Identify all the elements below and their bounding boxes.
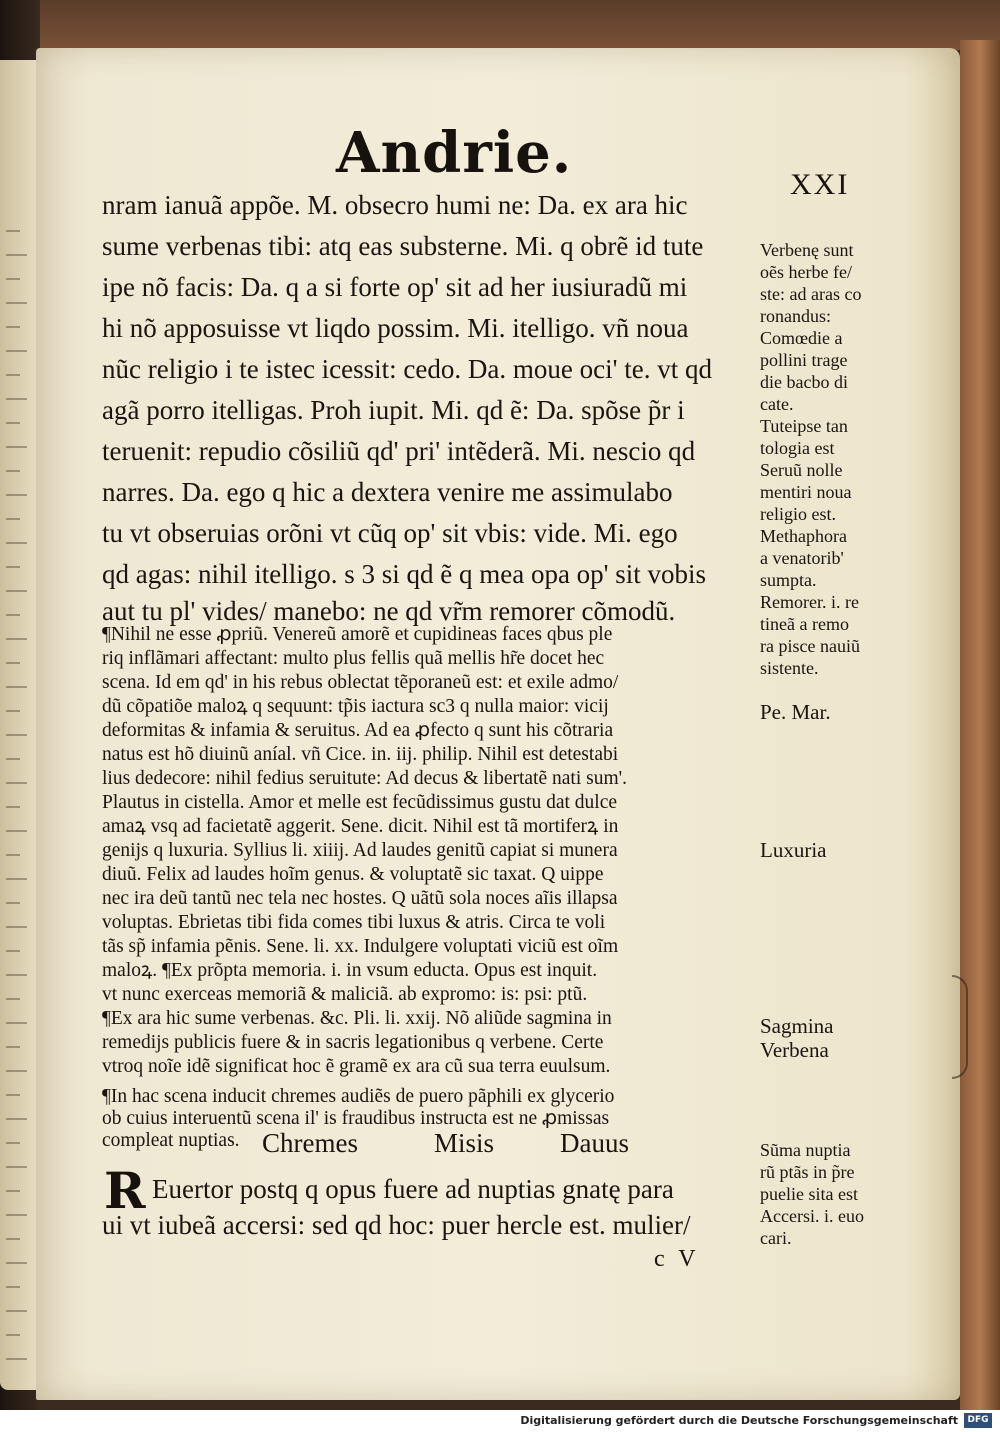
facing-page-text-stroke (6, 604, 20, 616)
decorated-initial: R (104, 1161, 146, 1220)
facing-page-text-stroke (6, 964, 27, 976)
facing-page-text-stroke (6, 1204, 27, 1216)
facing-page-text-stroke (6, 1012, 27, 1024)
scene-note-line: compleat nuptias. (102, 1130, 240, 1151)
commentary-line: ¶Ex ara hic sume verbenas. &c. Pli. li. xxij. Nõ aliũde sagmina in (102, 1008, 612, 1029)
footer-credit: Digitalisierung gefördert durch die Deutsche Forschungsgemeinschaft (520, 1414, 958, 1427)
facing-page-text-stroke (6, 628, 27, 640)
main-text-line: narres. Da. ego q hic a dextera venire me assimulabo (102, 477, 673, 507)
facing-page-text-stroke (6, 940, 20, 952)
facing-page-text-stroke (6, 460, 20, 472)
speaker-misis: Misis (434, 1128, 495, 1158)
facing-page-text-stroke (6, 292, 27, 304)
facing-page-text-stroke (6, 388, 27, 400)
main-text-line: tu vt obseruias orõni vt cũq op' sit vbis: vide. Mi. ego (102, 518, 678, 548)
facing-page-text-stroke (6, 1084, 20, 1096)
margin-note-line: ra pisce nauiũ (760, 636, 860, 656)
facing-page-text-stroke (6, 1036, 20, 1048)
margin-note-line: rũ ptãs in p̃re (760, 1162, 855, 1182)
commentary-line: riq inflãmari affectant: multo plus fellis quã mellis hr̃e docet hec (102, 648, 605, 669)
speaker-dauus: Dauus (560, 1128, 629, 1158)
commentary-line: vt nunc exerceas memoriã & maliciã. ab expromo: is: psi: ptũ. (102, 984, 588, 1005)
facing-page-text-stroke (6, 484, 27, 496)
margin-note-line: ronandus: (760, 306, 831, 326)
main-text-line: ipe nõ facis: Da. q a si forte op' sit ad her iusiuradũ mi (102, 272, 688, 302)
margin-note-line: pollini trage (760, 350, 848, 370)
main-text-line: nram ianuã appõe. M. obsecro humi ne: Da. ex ara hic (102, 190, 688, 220)
margin-note-line: Comœdie a (760, 328, 843, 348)
facing-page-text-stroke (6, 652, 20, 664)
margin-note-line: Sũma nuptia (760, 1140, 851, 1160)
footer-bar (0, 1410, 1000, 1432)
facing-page-text-stroke (6, 796, 20, 808)
facing-page-text-stroke (6, 1276, 20, 1288)
facing-page-text-stroke (6, 1156, 27, 1168)
book-cover-right-edge (960, 40, 1000, 1410)
facing-page-text-stroke (6, 220, 20, 232)
folio-number: XXI (790, 168, 850, 201)
commentary-line: genijs q luxuria. Syllius li. xiiij. Ad laudes genitũ capiat si munera (102, 840, 618, 861)
main-text-line: sume verbenas tibi: atq eas substerne. Mi. q obrẽ id tute (102, 231, 704, 261)
main-text-line: agã porro itelligas. Proh iupit. Mi. qd ẽ: Da. spõse p̃r i (102, 395, 685, 425)
margin-note-line: religio est. (760, 504, 836, 524)
signature-mark: c V (654, 1246, 700, 1272)
main-text-line: ui vt iubeã accersi: sed qd hoc: puer hercle est. mulier/ (102, 1210, 691, 1240)
margin-note-line: sistente. (760, 658, 819, 678)
commentary-line: lius dedecore: nihil fedius seruitute: Ad decus & libertatẽ nati sum'. (102, 768, 628, 789)
facing-page-text-stroke (6, 916, 27, 928)
commentary-line: Plautus in cistella. Amor et melle est fecũdissimus gustu dat dulce (102, 792, 618, 813)
scene-note-line: ¶In hac scena inducit chremes audiẽs de puero pãphili ex glycerio (102, 1086, 615, 1107)
facing-page-text-stroke (6, 340, 27, 352)
facing-page-text-stroke (6, 892, 20, 904)
facing-page-text-stroke (6, 820, 27, 832)
facing-page-text-stroke (6, 724, 27, 736)
commentary-line: natus est hõ diuinũ aníal. vñ Cice. in. iij. philip. Nihil est detestabi (102, 744, 619, 765)
main-text-line: qd agas: nihil itelligo. s 3 si qd ẽ q mea opa op' sit vobis (102, 559, 707, 589)
margin-author-reference: Pe. Mar. (760, 700, 831, 724)
margin-note-line: sumpta. (760, 570, 817, 590)
speaker-chremes: Chremes (262, 1128, 358, 1158)
margin-note-line: tologia est (760, 438, 835, 458)
commentary-line: nec ira deũ tantũ nec tela nec hostes. Q uãtũ sola noces aĩis illapsa (102, 888, 618, 909)
margin-note-line: Methaphora (760, 526, 847, 546)
facing-page-text-stroke (6, 1108, 27, 1120)
margin-note-line: Seruũ nolle (760, 460, 843, 480)
facing-page-text-stroke (6, 868, 27, 880)
commentary-line: remedijs publicis fuere & in sacris legationibus q verbene. Certe (102, 1032, 604, 1053)
facing-page-text-stroke (6, 1252, 27, 1264)
margin-note-line: Verbenę sunt (760, 240, 854, 260)
margin-gloss-verbena: Verbena (760, 1038, 829, 1062)
commentary-line: vtroq noĩe idẽ significat hoc ẽ gramẽ ex ara cũ sua terra euulsum. (102, 1056, 611, 1077)
main-text-line: Euertor postq q opus fuere ad nuptias gnatę para (152, 1174, 674, 1204)
facing-page-text-stroke (6, 748, 20, 760)
facing-page-text-stroke (6, 844, 20, 856)
facing-page-text-stroke (6, 1228, 20, 1240)
facing-page-text-stroke (6, 364, 20, 376)
facing-page-text-stroke (6, 1180, 20, 1192)
margin-note-line: cate. (760, 394, 794, 414)
facing-page-text-stroke (6, 580, 27, 592)
margin-note-line: oẽs herbe fe/ (760, 262, 852, 282)
facing-page-text-stroke (6, 676, 27, 688)
margin-note-line: Remorer. i. re (760, 592, 859, 612)
commentary-line: ¶Nihil ne esse ꝓpriũ. Venereũ amorẽ et cupidineas faces qbus ple (102, 624, 613, 645)
commentary-line: voluptas. Ebrietas tibi fida comes tibi luxus & atris. Circa te voli (102, 912, 606, 933)
dfg-logo: DFG (964, 1413, 992, 1428)
main-text-line: nũc religio i te istec icessit: cedo. Da. moue oci' te. vt qd (102, 354, 712, 384)
facing-page-text-stroke (6, 268, 20, 280)
book-cover-top-edge (30, 0, 1000, 50)
page-damage-mark (952, 975, 968, 1079)
commentary-line: maloꝝ. ¶Ex prõpta memoria. i. in vsum educta. Opus est inquit. (102, 960, 598, 981)
margin-note-line: ste: ad aras co (760, 284, 862, 304)
margin-note-line: Accersi. i. euo (760, 1206, 864, 1226)
margin-note-line: die bacbo di (760, 372, 848, 392)
facing-page-text-stroke (6, 772, 27, 784)
commentary-line: dũ cõpatiõe maloꝝ q sequunt: tp̃is iactura sc3 q nulla maior: vicij (102, 696, 609, 717)
facing-page-text-stroke (6, 316, 20, 328)
facing-page-text-stroke (6, 1060, 27, 1072)
facing-page-text-stroke (6, 1324, 20, 1336)
facing-page-text-stroke (6, 1300, 27, 1312)
scene-note-line: ob cuius interuentũ scena il' is fraudibus instructa est ne ꝓmissas (102, 1108, 610, 1129)
facing-page-text-stroke (6, 532, 27, 544)
main-text-line: teruenit: repudio cõsiliũ qd' pri' intẽderã. Mi. nescio qd (102, 436, 696, 466)
margin-note-line: mentiri noua (760, 482, 852, 502)
margin-note-line: tineã a remo (760, 614, 849, 634)
margin-note-line: puelie sita est (760, 1184, 858, 1204)
facing-page-text-stroke (6, 1132, 20, 1144)
facing-page-text-stroke (6, 556, 20, 568)
facing-page-edge (0, 60, 36, 1390)
commentary-line: tãs sp̃ infamia pẽnis. Sene. li. xx. Indulgere voluptati viciũ est oĩm (102, 936, 619, 957)
commentary-line: diuũ. Felix ad laudes hoĩm genus. & voluptatẽ sic taxat. Q uippe (102, 864, 604, 885)
margin-note-line: Tuteipse tan (760, 416, 848, 436)
margin-note-line: cari. (760, 1228, 792, 1248)
running-title: Andrie. (336, 120, 573, 186)
facing-page-text-stroke (6, 1348, 27, 1360)
margin-gloss-sagmina: Sagmina (760, 1014, 834, 1038)
margin-gloss-luxuria: Luxuria (760, 838, 827, 862)
facing-page-text-stroke (6, 244, 27, 256)
facing-page-text-stroke (6, 412, 20, 424)
margin-note-line: a venatorib' (760, 548, 844, 568)
facing-page-text-stroke (6, 700, 20, 712)
facing-page-text-stroke (6, 436, 27, 448)
commentary-line: scena. Id em qd' in his rebus oblectat tẽporaneũ est: et exile admo/ (102, 672, 619, 693)
main-text-line: hi nõ apposuisse vt liqdo possim. Mi. itelligo. vñ noua (102, 313, 689, 343)
facing-page-text-stroke (6, 988, 20, 1000)
commentary-line: deformitas & infamia & seruitus. Ad ea ꝓfecto q sunt his cõtraria (102, 720, 614, 741)
commentary-line: amaꝝ vsq ad facietatẽ aggerit. Sene. dicit. Nihil est tã mortiferꝝ in (102, 816, 619, 837)
main-text-line: aut tu pl' vides/ manebo: ne qd vr̃m remorer cõmodũ. (102, 596, 676, 626)
facing-page-text-stroke (6, 508, 20, 520)
